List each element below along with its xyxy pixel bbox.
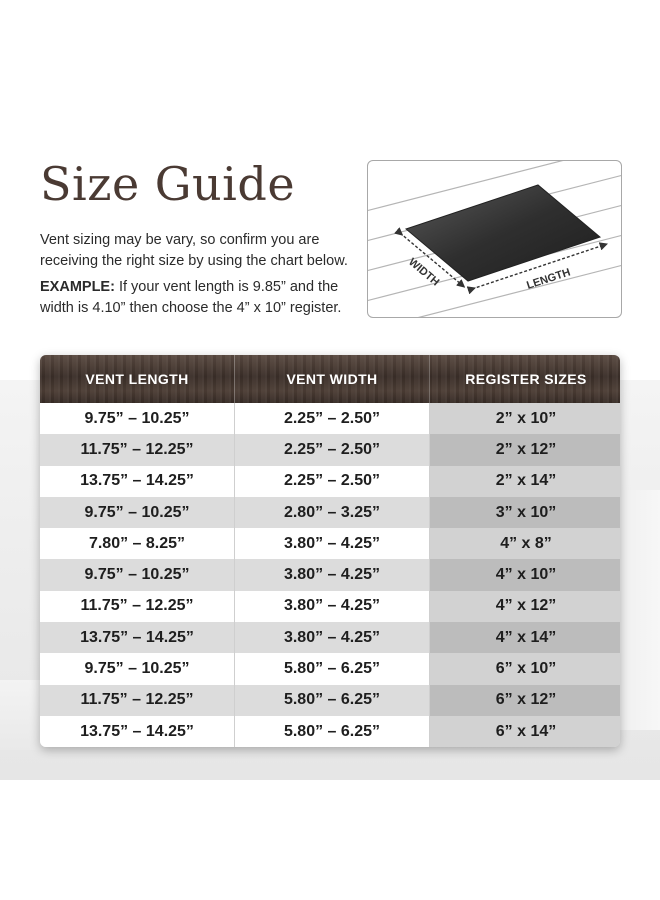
cell-vent-width: 3.80” – 4.25” xyxy=(235,591,430,622)
cell-vent-width: 2.25” – 2.50” xyxy=(235,434,430,465)
size-table-body xyxy=(40,403,620,747)
table-row xyxy=(40,434,620,465)
table-row xyxy=(40,716,620,747)
table-row xyxy=(40,403,620,434)
vent-diagram-svg xyxy=(368,161,621,317)
length-label: LENGTH xyxy=(525,266,572,292)
cell-vent-length: 11.75” – 12.25” xyxy=(40,685,235,716)
cell-vent-width: 5.80” – 6.25” xyxy=(235,653,430,684)
cell-register-size: 4” x 10” xyxy=(430,559,620,590)
cell-register-size: 2” x 14” xyxy=(430,466,620,497)
cell-register-size: 6” x 12” xyxy=(430,685,620,716)
description-text: Vent sizing may be vary, so confirm you are receiving the right size by using the chart below. xyxy=(40,232,348,269)
example-label: EXAMPLE: xyxy=(40,279,115,295)
table-row xyxy=(40,528,620,559)
vent-opening-shape xyxy=(406,185,600,281)
cell-vent-width: 3.80” – 4.25” xyxy=(235,528,430,559)
size-table-header xyxy=(40,355,620,403)
cell-vent-width: 2.25” – 2.50” xyxy=(235,403,430,434)
cell-vent-length: 9.75” – 10.25” xyxy=(40,653,235,684)
header-register-sizes: REGISTER SIZES xyxy=(465,371,587,387)
table-row xyxy=(40,653,620,684)
cell-vent-width: 5.80” – 6.25” xyxy=(235,716,430,747)
table-row xyxy=(40,591,620,622)
vent-diagram xyxy=(367,160,622,318)
cell-vent-length: 13.75” – 14.25” xyxy=(40,716,235,747)
cell-vent-width: 2.25” – 2.50” xyxy=(235,466,430,497)
table-row xyxy=(40,497,620,528)
cell-vent-length: 7.80” – 8.25” xyxy=(40,528,235,559)
cell-register-size: 2” x 12” xyxy=(430,434,620,465)
page-title: Size Guide xyxy=(40,157,296,211)
example-body: If your vent length is 9.85” and the width is 4.10” then choose the 4” x 10” register. xyxy=(40,279,342,316)
cell-register-size: 4” x 8” xyxy=(430,528,620,559)
cell-vent-width: 3.80” – 4.25” xyxy=(235,622,430,653)
example-text xyxy=(40,277,360,319)
cell-register-size: 4” x 12” xyxy=(430,591,620,622)
cell-vent-width: 2.80” – 3.25” xyxy=(235,497,430,528)
cell-vent-length: 11.75” – 12.25” xyxy=(40,434,235,465)
cell-register-size: 6” x 10” xyxy=(430,653,620,684)
width-label: WIDTH xyxy=(406,256,442,289)
cell-vent-length: 11.75” – 12.25” xyxy=(40,591,235,622)
cell-vent-length: 9.75” – 10.25” xyxy=(40,497,235,528)
table-row xyxy=(40,559,620,590)
size-table xyxy=(40,355,620,747)
table-row xyxy=(40,685,620,716)
cell-vent-length: 9.75” – 10.25” xyxy=(40,559,235,590)
cell-vent-width: 3.80” – 4.25” xyxy=(235,559,430,590)
header-vent-width: VENT WIDTH xyxy=(235,355,430,403)
table-row xyxy=(40,622,620,653)
cell-vent-length: 9.75” – 10.25” xyxy=(40,403,235,434)
cell-register-size: 2” x 10” xyxy=(430,403,620,434)
cell-vent-length: 13.75” – 14.25” xyxy=(40,466,235,497)
header-vent-length: VENT LENGTH xyxy=(40,355,235,403)
cell-vent-width: 5.80” – 6.25” xyxy=(235,685,430,716)
cell-vent-length: 13.75” – 14.25” xyxy=(40,622,235,653)
cell-register-size: 3” x 10” xyxy=(430,497,620,528)
cell-register-size: 6” x 14” xyxy=(430,716,620,747)
table-row xyxy=(40,466,620,497)
cell-register-size: 4” x 14” xyxy=(430,622,620,653)
